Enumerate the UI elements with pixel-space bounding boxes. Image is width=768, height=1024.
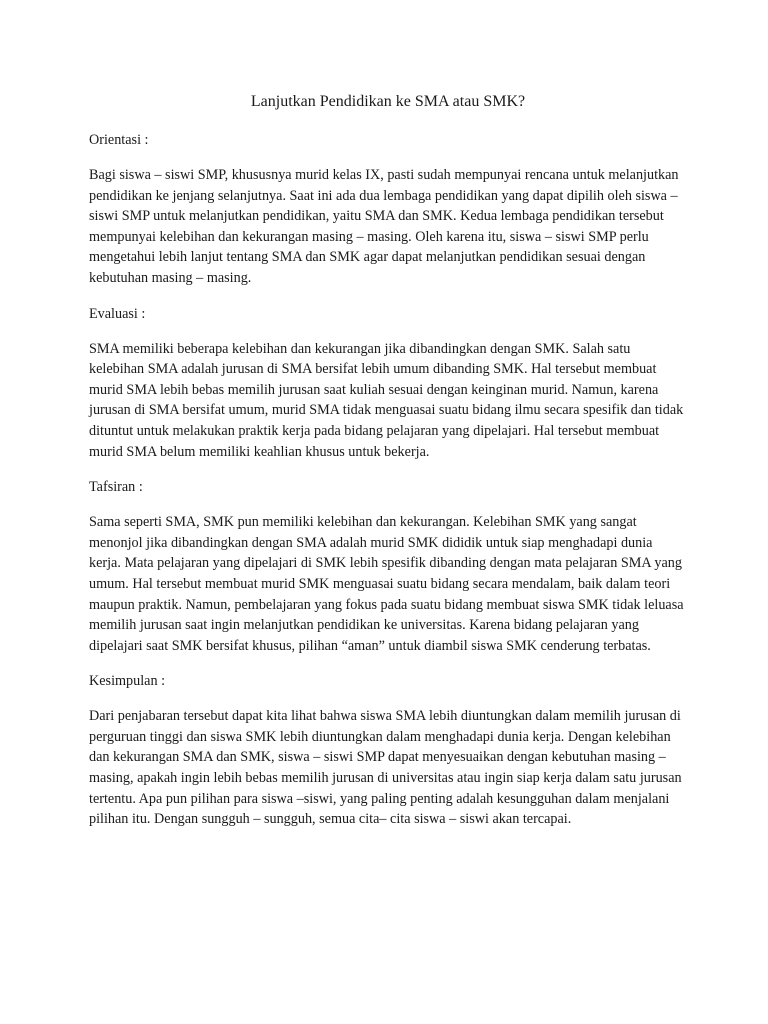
section-paragraph: Bagi siswa – siswi SMP, khususnya murid kelas IX, pasti sudah mempunyai rencana untuk melanjutkan pendidikan ke jenjang selanjutnya. Saat ini ada dua lembaga pendidikan yang dapat dipilih oleh siswa – siswi SMP untuk melanjutkan pendidikan, yaitu SMA dan SMK. Kedua lembaga pendidikan tersebut mempunyai kelebihan dan kekurangan masing – masing. Oleh karena itu, siswa – siswi SMP perlu mengetahui lebih lanjut tentang SMA dan SMK agar dapat melanjutkan pendidikan sesuai dengan kebutuhan masing – masing.	[89, 167, 679, 286]
section-heading: Tafsiran :	[89, 479, 143, 496]
section-evaluasi	[89, 304, 687, 463]
section-paragraph: Sama seperti SMA, SMK pun memiliki kelebihan dan kekurangan. Kelebihan SMK yang sangat menonjol jika dibandingkan dengan SMA adalah murid SMK dididik untuk siap menghadapi dunia kerja. Mata pelajaran yang dipelajari di SMK lebih spesifik dibanding dengan mata pelajaran SMA yang umum. Hal tersebut membuat murid SMK menguasai suatu bidang secara mendalam, baik dalam teori maupun praktik. Namun, pembelajaran yang fokus pada suatu bidang membuat siswa SMK tidak leluasa memilih jurusan saat ingin melanjutkan pendidikan ke universitas. Karena bidang pelajaran yang dipelajari saat SMK bersifat khusus, pilihan “aman” untuk diambil siswa SMK cenderung terbatas.	[89, 514, 684, 654]
document-page	[89, 92, 687, 845]
section-heading: Orientasi :	[89, 132, 149, 148]
section-paragraph: Dari penjabaran tersebut dapat kita lihat bahwa siswa SMA lebih diuntungkan dalam memilih jurusan di perguruan tinggi dan siswa SMK lebih diuntungkan dalam menghadapi dunia kerja. Dengan kelebihan dan kekurangan SMA dan SMK, siswa – siswi SMP dapat menyesuaikan dengan kebutuhan masing – masing, apakah ingin lebih bebas memilih jurusan di universitas atau ingin siap kerja dalam satu jurusan tertentu. Apa pun pilihan para siswa –siswi, yang paling penting adalah kesungguhan dalam menjalani pilihan itu. Dengan sungguh – sungguh, semua cita– cita siswa – siswi akan tercapai.	[89, 708, 682, 828]
section-paragraph: SMA memiliki beberapa kelebihan dan kekurangan jika dibandingkan dengan SMK. Salah satu kelebihan SMA adalah jurusan di SMA bersifat lebih umum dibanding SMK. Hal tersebut membuat murid SMA lebih bebas memilih jurusan saat kuliah sesuai dengan keinginan murid. Namun, karena jurusan di SMA bersifat umum, murid SMA tidak menguasai suatu bidang ilmu secara spesifik dan tidak dituntut untuk melakukan praktik kerja pada bidang pelajaran yang dipelajari. Hal tersebut membuat murid SMA belum memiliki keahlian khusus untuk bekerja.	[89, 340, 684, 460]
section-tafsiran	[89, 477, 687, 656]
section-heading: Kesimpulan :	[89, 673, 166, 690]
section-heading: Evaluasi :	[89, 305, 146, 322]
section-orientasi	[89, 130, 687, 289]
section-kesimpulan	[89, 671, 687, 830]
document-title: Lanjutkan Pendidikan ke SMA atau SMK?	[250, 93, 526, 110]
